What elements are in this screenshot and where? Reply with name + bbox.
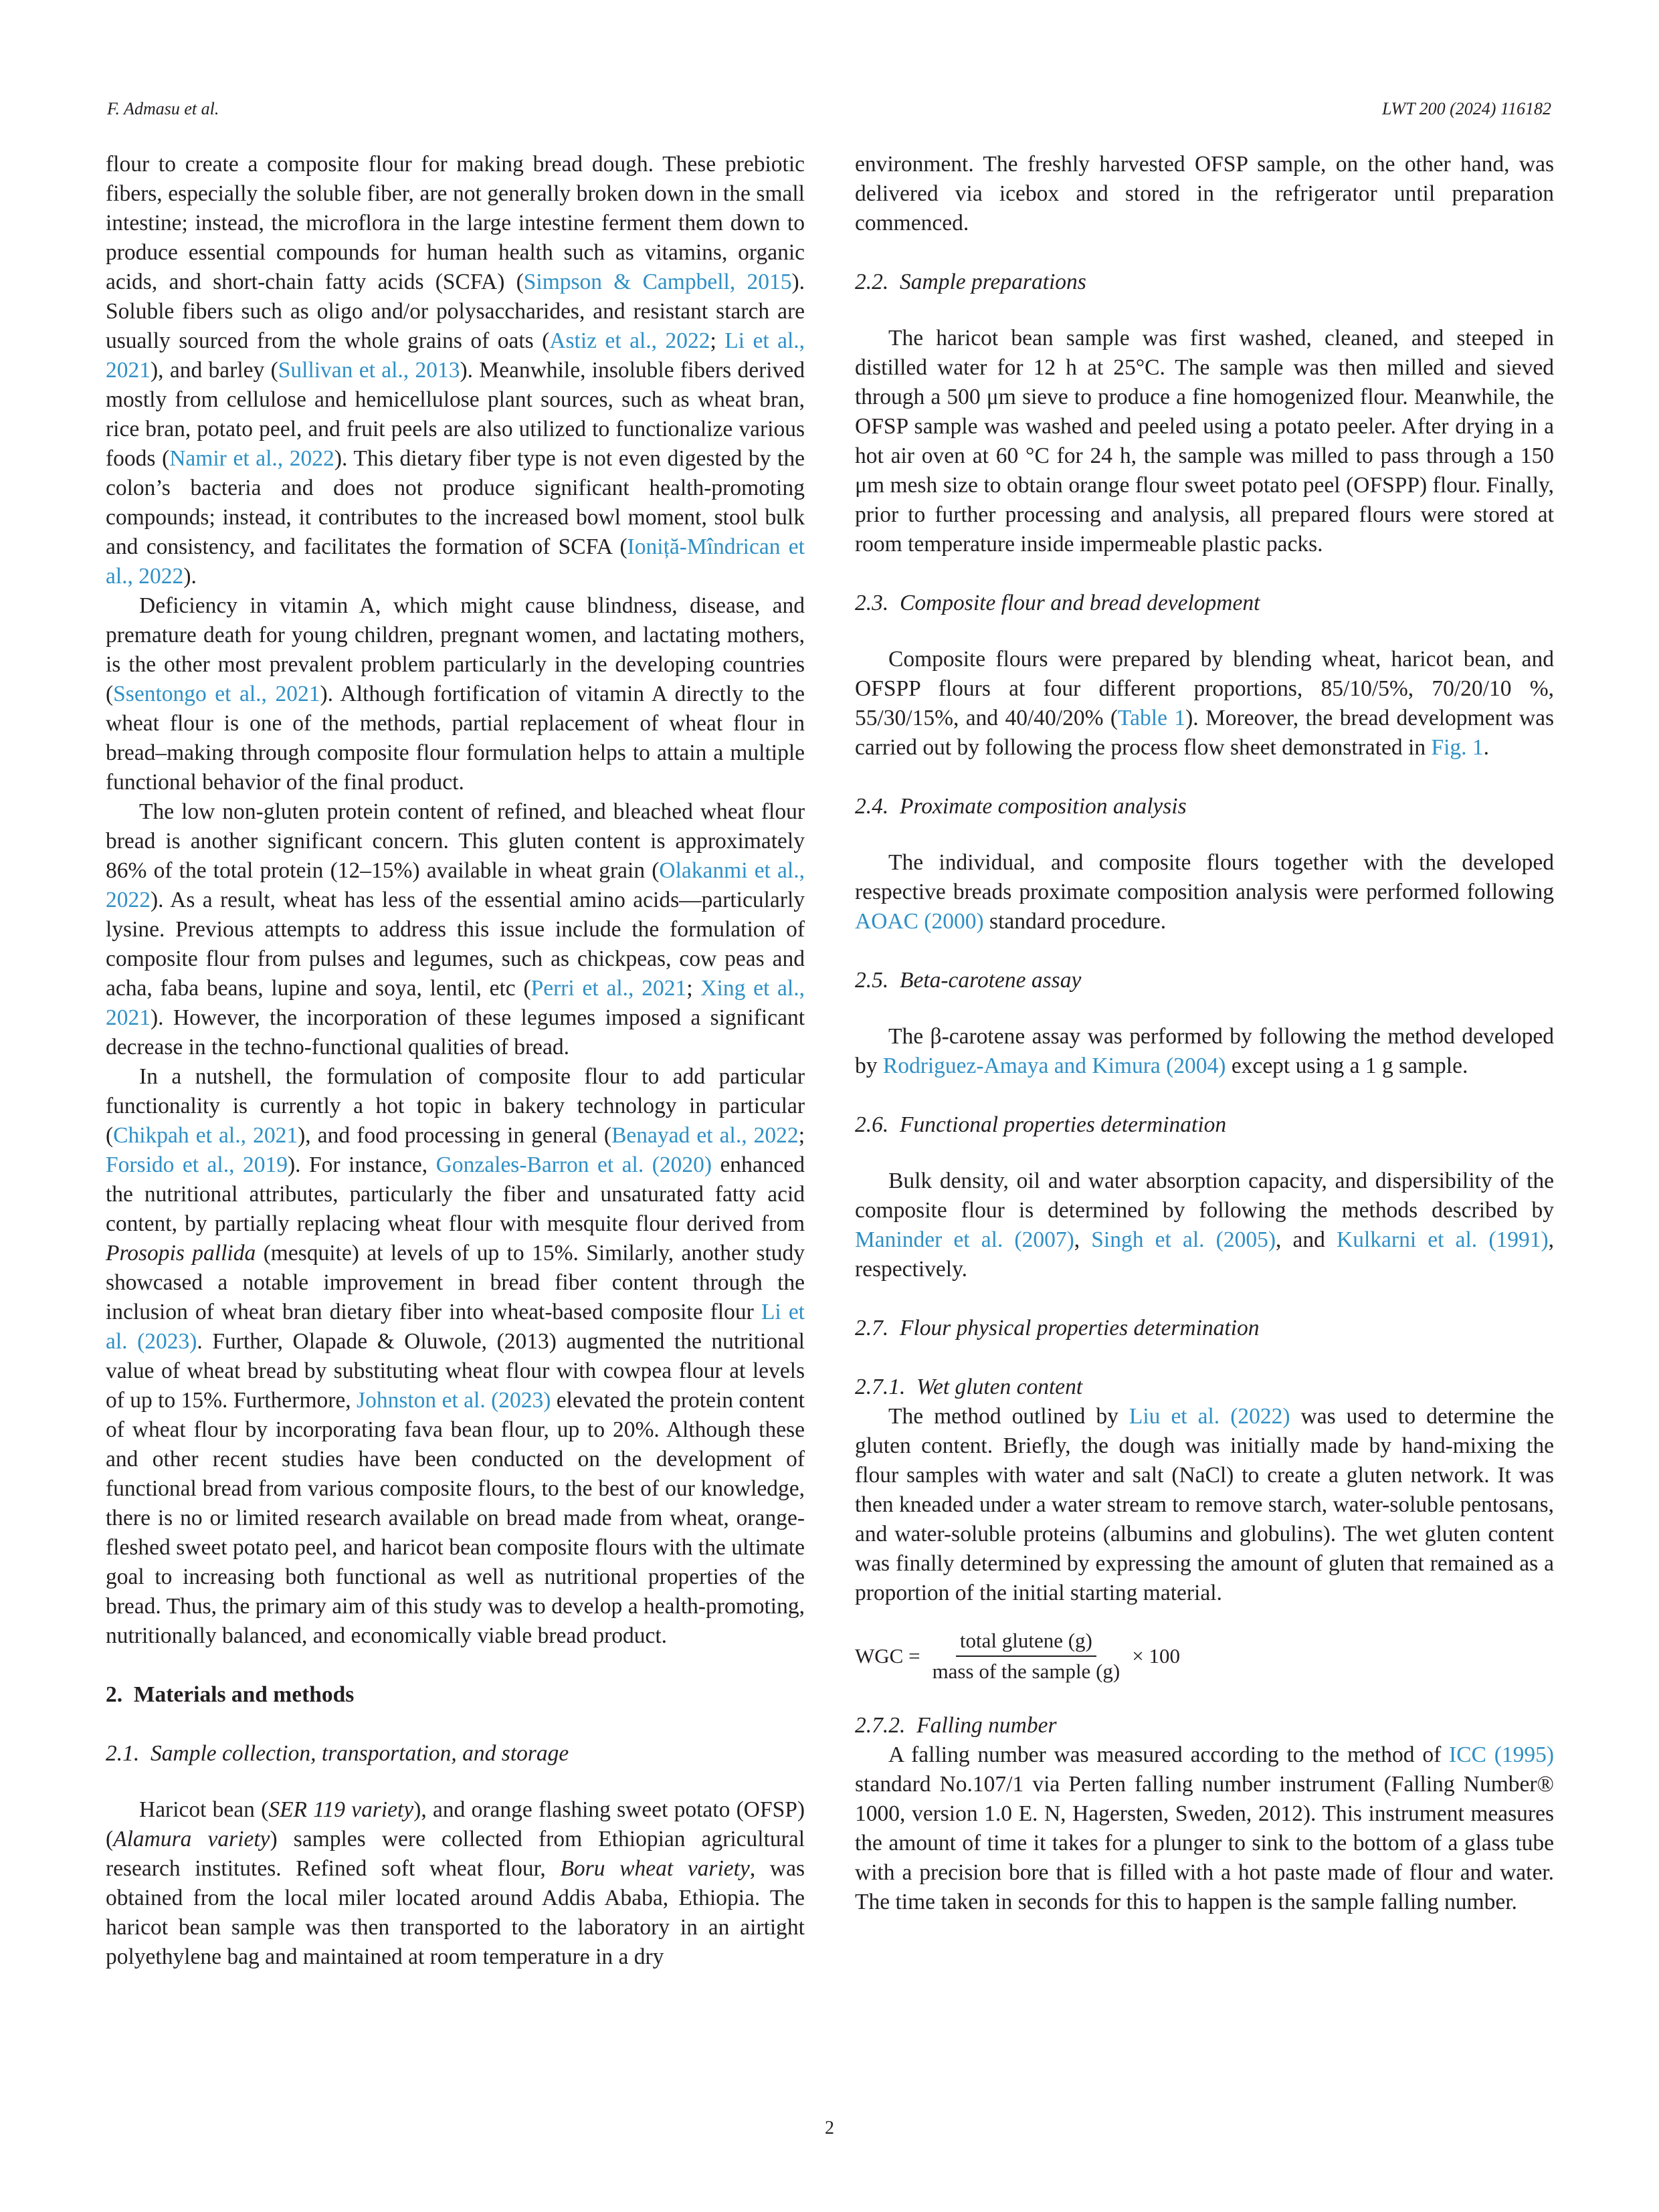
text: ). Although fortification of vitamin A directly to the wheat flour is one of the methods, partial replacement of wheat flour in bread–making through composite flour formulation helps to attain a multiple functional behavior of the final product.: [106, 682, 805, 795]
citation-link[interactable]: Li et al., 2021: [106, 328, 805, 383]
text: Deficiency in vitamin A, which might cause blindness, disease, and premature death for young children, pregnant women, and lactating mothers, is the other most prevalent problem particularly in the developing countries (: [106, 593, 805, 706]
left-column: [106, 150, 805, 1972]
section-title: Beta-carotene assay: [900, 968, 1082, 993]
subsection-heading-2-6: [855, 1110, 1554, 1140]
subsection-heading-2-5: [855, 966, 1554, 995]
text: The method outlined by: [888, 1404, 1129, 1429]
section-title: Composite flour and bread development: [900, 591, 1260, 615]
equation-numerator: total glutene (g): [956, 1628, 1096, 1657]
citation-link[interactable]: Johnston et al. (2023): [357, 1388, 551, 1413]
subsection-heading-2-2: [855, 268, 1554, 297]
text: ;: [798, 1123, 805, 1148]
text: was used to determine the gluten content. Briefly, the dough was initially made by hand-mixing the flour samples with water and salt (NaCl) to create a gluten network. It was then kneaded under a water stream to remove starch, water-soluble pentosans, and water-soluble proteins (albumins and globulins). The wet gluten content was finally determined by expressing the amount of gluten that remained as a proportion of the initial starting material.: [855, 1404, 1554, 1605]
section-number: 2.5.: [855, 968, 889, 993]
text: ). However, the incorporation of these legumes imposed a significant decrease in the techno-functional qualities of bread.: [106, 1005, 805, 1060]
section-heading-materials-methods: [106, 1680, 805, 1710]
section-number: 2.1.: [106, 1741, 140, 1766]
text: Composite flours were prepared by blending wheat, haricot bean, and OFSPP flours at four different proportions, 85/10/5%, 70/20/10 %, 55/30/15%, and 40/40/20% (: [855, 647, 1554, 730]
subsection-heading-2-4: [855, 792, 1554, 821]
subsubsection-heading-2-7-1: [855, 1373, 1554, 1402]
section-number: 2.2.: [855, 270, 889, 294]
section-title: Sample preparations: [900, 270, 1086, 294]
table-link[interactable]: Table 1: [1118, 706, 1186, 730]
text: (mesquite) at levels of up to 15%. Similarly, another study showcased a notable improvement in bread fiber content through the inclusion of wheat bran dietary fiber into wheat-based composite flour: [106, 1241, 805, 1324]
citation-link[interactable]: Astiz et al., 2022: [549, 328, 710, 353]
citation-link[interactable]: Perri et al., 2021: [530, 976, 687, 1001]
citation-link[interactable]: Simpson & Campbell, 2015: [523, 270, 792, 294]
section-number: 2.: [106, 1682, 123, 1707]
paragraph-ofsp-storage: environment. The freshly harvested OFSP sample, on the other hand, was delivered via icebox and stored in the refrigerator until preparation commenced.: [855, 152, 1554, 235]
variety-name: SER 119 variety: [268, 1797, 414, 1822]
citation-link[interactable]: Singh et al. (2005): [1091, 1227, 1276, 1252]
text: ;: [710, 328, 725, 353]
text: The β-carotene assay was performed by following the method developed by: [855, 1024, 1554, 1078]
subsection-heading-2-3: [855, 589, 1554, 618]
figure-link[interactable]: Fig. 1: [1431, 735, 1484, 760]
citation-link[interactable]: Maninder et al. (2007): [855, 1227, 1074, 1252]
citation-link[interactable]: Sullivan et al., 2013: [278, 358, 460, 383]
text: ). Meanwhile, insoluble fibers derived mostly from cellulose and hemicellulose plant sources, such as wheat bran, rice bran, potato peel, and fruit peels are also utilized to functionalize various foods (: [106, 358, 805, 471]
page-number: 2: [825, 2118, 834, 2138]
section-title: Functional properties determination: [900, 1112, 1227, 1137]
paragraph-proximate: [855, 848, 1554, 936]
text: ). This dietary fiber type is not even digested by the colon’s bacteria and does not produce significant health-promoting compounds; instead, it contributes to the increased bowl moment, stool bulk and consistency, and facilitates the formation of SCFA (: [106, 446, 805, 559]
text: ,: [1074, 1227, 1092, 1252]
subsection-heading-2-1: [106, 1739, 805, 1769]
text: ). Moreover, the bread development was carried out by following the process flow sheet demonstrated in: [855, 706, 1554, 760]
citation-link[interactable]: Namir et al., 2022: [169, 446, 334, 471]
section-title: Flour physical properties determination: [900, 1316, 1260, 1340]
citation-link[interactable]: Rodriguez-Amaya and Kimura (2004): [882, 1053, 1226, 1078]
citation-link[interactable]: Li et al. (2023): [106, 1300, 805, 1354]
citation-link[interactable]: Liu et al. (2022): [1129, 1404, 1290, 1429]
citation-link[interactable]: Xing et al., 2021: [106, 976, 805, 1030]
paragraph-wet-gluten: [855, 1402, 1554, 1608]
citation-link[interactable]: Benayad et al., 2022: [611, 1123, 799, 1148]
text: standard No.107/1 via Perten falling number instrument (Falling Number® 1000, version 1.0 E. N, Hagersten, Sweden, 2012). This instrument measures the amount of time it takes for a plunger to sink to the bottom of a glass tube with a precision bore that is filled with a hot paste made of flour and water. The time taken in seconds for this to happen is the sample falling number.: [855, 1772, 1554, 1914]
text: ;: [686, 976, 701, 1001]
text: , respectively.: [855, 1227, 1555, 1282]
text: ). Soluble fibers such as oligo and/or polysaccharides, and resistant starch are usually sourced from the whole grains of oats (: [106, 270, 805, 353]
paragraph-beta-carotene: [855, 1022, 1554, 1081]
section-number: 2.6.: [855, 1112, 889, 1137]
section-number: 2.7.: [855, 1316, 889, 1340]
paragraph-composite-flour: [106, 1062, 805, 1651]
text: ).: [183, 564, 197, 589]
paragraph-gluten-protein: [106, 797, 805, 1062]
section-number: 2.7.1.: [855, 1375, 906, 1399]
variety-name: Boru wheat variety: [560, 1856, 750, 1881]
text: In a nutshell, the formulation of composite flour to add particular functionality is currently a hot topic in bakery technology in particular (: [106, 1064, 805, 1148]
text: standard procedure.: [983, 909, 1167, 934]
text: enhanced the nutritional attributes, particularly the fiber and unsaturated fatty acid content, by partially replacing wheat flour with mesquite flour derived from: [106, 1152, 805, 1236]
text: . Further, Olapade & Oluwole, (2013) augmented the nutritional value of wheat bread by substituting wheat flour with cowpea flour at levels of up to 15%. Furthermore,: [106, 1329, 805, 1413]
equation-fraction: [929, 1628, 1125, 1684]
equation-rhs: × 100: [1132, 1644, 1180, 1668]
paragraph-prebiotic-fibers: [106, 150, 805, 591]
citation-link[interactable]: AOAC (2000): [855, 909, 984, 934]
paragraph-functional-properties: [855, 1167, 1554, 1284]
paragraph-composite-development: [855, 645, 1554, 763]
citation-link[interactable]: Gonzales-Barron et al. (2020): [435, 1152, 712, 1177]
section-number: 2.4.: [855, 794, 889, 819]
text: The low non-gluten protein content of refined, and bleached wheat flour bread is another significant concern. This gluten content is approximately 86% of the total protein (12–15%) available in wheat grain (: [106, 799, 805, 883]
text: ), and barley (: [151, 358, 278, 383]
section-title: Proximate composition analysis: [900, 794, 1187, 819]
citation-link[interactable]: Forsido et al., 2019: [106, 1152, 288, 1177]
equation-lhs: WGC =: [855, 1644, 920, 1668]
section-number: 2.7.2.: [855, 1713, 906, 1738]
citation-link[interactable]: Ioniță-Mîndrican et al., 2022: [106, 534, 805, 589]
citation-link[interactable]: Ssentongo et al., 2021: [113, 682, 320, 706]
equation-denominator: mass of the sample (g): [932, 1660, 1120, 1683]
section-title: Sample collection, transportation, and storage: [151, 1741, 569, 1766]
text: , was obtained from the local miler located around Addis Ababa, Ethiopia. The haricot bean sample was then transported to the laboratory in an airtight polyethylene bag and maintained at room temperature in a dry: [106, 1856, 805, 1969]
paragraph-falling-number: [855, 1740, 1554, 1917]
text: Haricot bean (: [139, 1797, 269, 1822]
text: except using a 1 g sample.: [1226, 1053, 1468, 1078]
paragraph-sample-collection: [106, 1795, 805, 1972]
text: elevated the protein content of wheat flour by incorporating fava bean flour, up to 20%. Although these and other recent studies have been conducted on the development of functional bread from various composite flours, to the best of our knowledge, there is no or limited research available on bread made from wheat, orange-fleshed sweet potato peel, and haricot bean composite flours with the ultimate goal to increasing both functional as well as nutritional properties of the bread. Thus, the primary aim of this study was to develop a health-promoting, nutritionally balanced, and economically viable bread product.: [106, 1388, 805, 1648]
text: The individual, and composite flours together with the developed respective breads proximate composition analysis were performed following: [855, 850, 1554, 904]
running-header-journal: LWT 200 (2024) 116182: [1381, 99, 1551, 118]
text: ). As a result, wheat has less of the essential amino acids—particularly lysine. Previous attempts to address this issue include the formulation of composite flour from pulses and legumes, such as chickpeas, cow peas and acha, faba beans, lupine and soya, lentil, etc (: [106, 888, 805, 1001]
text: , and: [1275, 1227, 1337, 1252]
section-number: 2.3.: [855, 591, 889, 615]
equation-wgc: [855, 1628, 1554, 1684]
text: ), and orange flashing sweet potato (OFSP) (: [106, 1797, 805, 1851]
text: ). For instance,: [287, 1152, 436, 1177]
citation-link[interactable]: ICC (1995): [1449, 1742, 1555, 1767]
text: A falling number was measured according to the method of: [888, 1742, 1450, 1767]
text: flour to create a composite flour for making bread dough. These prebiotic fibers, especially the soluble fiber, are not generally broken down in the small intestine; instead, the microflora in the large intestine ferment them down to produce essential compounds for human health such as vitamins, organic acids, and short-chain fatty acids (SCFA) (: [106, 152, 805, 294]
variety-name: Alamura variety: [113, 1827, 270, 1851]
paragraph-sample-preparations: The haricot bean sample was first washed, cleaned, and steeped in distilled water for 12 h at 25°C. The sample was then milled and sieved through a 500 μm sieve to produce a fine homogenized flour. Meanwhile, the OFSP sample was washed and peeled using a potato peeler. After drying in a hot air oven at 60 °C for 24 h, the sample was milled to pass through a 150 μm mesh size to obtain orange flour sweet potato peel (OFSPP) flour. Finally, prior to further processing and analysis, all prepared flours were stored at room temperature inside impermeable plastic packs.: [855, 326, 1554, 557]
running-header-authors: F. Admasu et al.: [107, 99, 219, 118]
text: ), and food processing in general (: [298, 1123, 612, 1148]
subsubsection-heading-2-7-2: [855, 1711, 1554, 1740]
section-title: Materials and methods: [133, 1682, 355, 1707]
text: Bulk density, oil and water absorption capacity, and dispersibility of the composite flour is determined by following the methods described by: [855, 1169, 1554, 1223]
section-title: Falling number: [916, 1713, 1057, 1738]
right-column: [855, 150, 1554, 1917]
text: .: [1483, 735, 1490, 760]
citation-link[interactable]: Kulkarni et al. (1991): [1337, 1227, 1549, 1252]
paragraph-vitamin-a: [106, 591, 805, 797]
subsection-heading-2-7: [855, 1314, 1554, 1343]
species-name: Prosopis pallida: [106, 1241, 256, 1266]
citation-link[interactable]: Olakanmi et al., 2022: [106, 858, 805, 912]
citation-link[interactable]: Chikpah et al., 2021: [113, 1123, 298, 1148]
text: ) samples were collected from Ethiopian agricultural research institutes. Refined soft wheat flour,: [106, 1827, 805, 1881]
section-title: Wet gluten content: [916, 1375, 1083, 1399]
